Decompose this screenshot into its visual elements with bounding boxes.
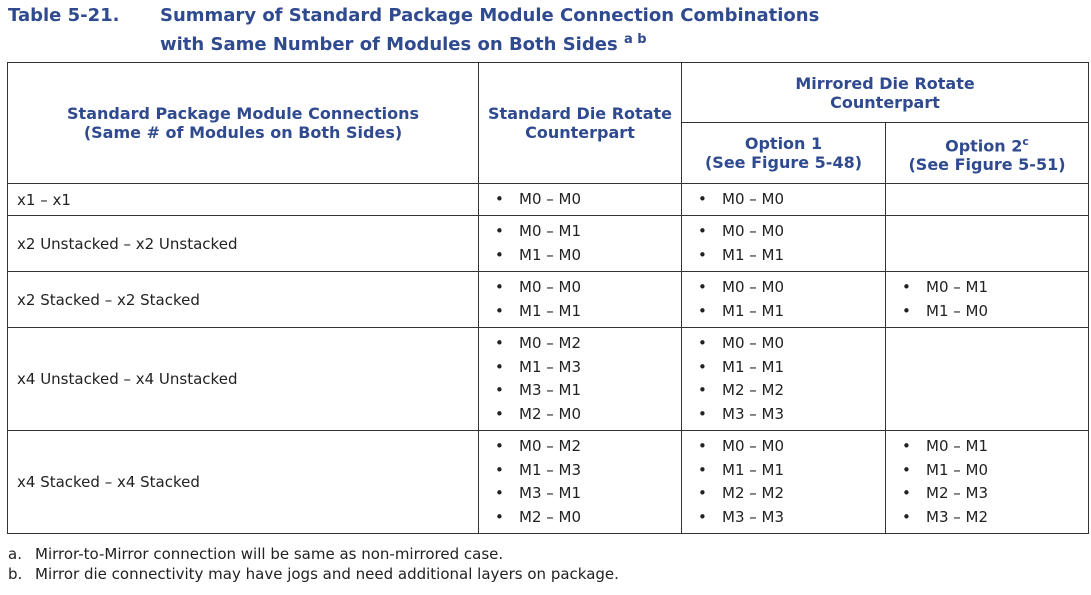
module-pair-item: • M2 – M0 — [495, 403, 681, 427]
title-footnote-refs: a b — [623, 32, 647, 47]
module-pair-item: • M3 – M3 — [698, 506, 885, 530]
opt2-cell — [886, 216, 1089, 272]
header-opt2-line2: (See Figure 5-51) — [908, 155, 1066, 175]
module-pair-list — [682, 220, 885, 267]
module-pair-item: • M0 – M0 — [495, 276, 681, 300]
module-pair-item: • M1 – M0 — [902, 300, 1088, 324]
module-pair-item: • M3 – M1 — [495, 379, 681, 403]
module-pair-list — [886, 276, 1088, 323]
module-pair-list — [479, 188, 681, 212]
module-pair-item: • M1 – M1 — [698, 300, 885, 324]
module-pair-item: • M2 – M2 — [698, 482, 885, 506]
std-cell — [479, 184, 682, 216]
opt1-cell — [682, 272, 886, 328]
module-pair-item: • M0 – M1 — [902, 435, 1088, 459]
opt1-cell — [682, 216, 886, 272]
header-opt1-line1: Option 1 — [744, 134, 823, 153]
module-pair-item: • M1 – M1 — [698, 459, 885, 483]
connection-table — [7, 62, 1089, 534]
footnote-label: a. — [8, 545, 22, 563]
footnote-text: Mirror die connectivity may have jogs and need additional layers on package. — [35, 565, 619, 583]
module-pair-item: • M3 – M3 — [698, 403, 885, 427]
module-pair-item: • M1 – M1 — [495, 300, 681, 324]
table-row — [8, 184, 1089, 216]
module-pair-item: • M1 – M3 — [495, 356, 681, 380]
module-pair-item: • M0 – M0 — [698, 332, 885, 356]
module-pair-item: • M3 – M1 — [495, 482, 681, 506]
module-pair-item: • M2 – M0 — [495, 506, 681, 530]
connection-cell: x4 Stacked – x4 Stacked — [8, 431, 479, 534]
opt1-cell — [682, 328, 886, 431]
footnotes — [8, 544, 619, 584]
opt2-cell — [886, 184, 1089, 216]
header-col2-line2: Counterpart — [525, 123, 635, 142]
table-row — [8, 272, 1089, 328]
module-pair-list — [682, 435, 885, 529]
header-option-1 — [682, 123, 886, 184]
module-pair-item: • M1 – M0 — [902, 459, 1088, 483]
table-title-line2: with Same Number of Modules on Both Sides — [160, 34, 618, 55]
connection-cell: x1 – x1 — [8, 184, 479, 216]
module-pair-item: • M0 – M0 — [495, 188, 681, 212]
module-pair-item: • M2 – M3 — [902, 482, 1088, 506]
module-pair-list — [479, 276, 681, 323]
module-pair-item: • M1 – M3 — [495, 459, 681, 483]
header-group-line1: Mirrored Die Rotate — [795, 73, 975, 93]
module-pair-item: • M0 – M0 — [698, 188, 885, 212]
module-pair-list — [682, 276, 885, 323]
footnote — [8, 564, 619, 584]
footnote — [8, 544, 619, 564]
header-opt2-line1: Option 2 — [945, 136, 1023, 156]
module-pair-item: • M0 – M2 — [495, 435, 681, 459]
module-pair-list — [682, 188, 885, 212]
module-pair-item: • M3 – M2 — [902, 506, 1088, 530]
opt2-cell — [886, 328, 1089, 431]
option2-footnote-ref: c — [1022, 134, 1029, 148]
connection-cell: x2 Stacked – x2 Stacked — [8, 272, 479, 328]
module-pair-list — [479, 435, 681, 529]
std-cell — [479, 328, 682, 431]
footnote-text: Mirror-to-Mirror connection will be same as non-mirrored case. — [35, 545, 504, 563]
module-pair-list — [479, 332, 681, 426]
module-pair-item: • M1 – M0 — [495, 244, 681, 268]
opt2-cell — [886, 431, 1089, 534]
module-pair-item: • M0 – M1 — [495, 220, 681, 244]
header-mirrored-die-rotate — [682, 63, 1089, 123]
table-title — [8, 4, 819, 57]
module-pair-item: • M0 – M0 — [698, 276, 885, 300]
table-row — [8, 431, 1089, 534]
opt1-cell — [682, 184, 886, 216]
module-pair-list — [479, 220, 681, 267]
opt1-cell — [682, 431, 886, 534]
connection-cell: x4 Unstacked – x4 Unstacked — [8, 328, 479, 431]
table-number: Table 5-21. — [8, 5, 120, 26]
module-pair-item: • M1 – M1 — [698, 244, 885, 268]
header-standard-die-rotate — [479, 63, 682, 184]
header-col1-line1: Standard Package Module Connections — [67, 104, 419, 123]
table-row — [8, 328, 1089, 431]
header-opt1-line2: (See Figure 5-48) — [704, 153, 863, 172]
module-pair-item: • M0 – M2 — [495, 332, 681, 356]
std-cell — [479, 272, 682, 328]
header-option-2 — [886, 123, 1089, 184]
table-row — [8, 216, 1089, 272]
std-cell — [479, 431, 682, 534]
connection-cell: x2 Unstacked – x2 Unstacked — [8, 216, 479, 272]
module-pair-item: • M0 – M0 — [698, 435, 885, 459]
opt2-cell — [886, 272, 1089, 328]
module-pair-list — [682, 332, 885, 426]
footnote-label: b. — [8, 565, 23, 583]
std-cell — [479, 216, 682, 272]
header-module-connections — [8, 63, 479, 184]
table-title-line1: Summary of Standard Package Module Connection Combinations — [160, 5, 820, 26]
module-pair-list — [886, 435, 1088, 529]
module-pair-item: • M0 – M1 — [902, 276, 1088, 300]
header-col1-line2: (Same # of Modules on Both Sides) — [83, 123, 403, 142]
header-group-line2: Counterpart — [830, 92, 940, 112]
module-pair-item: • M0 – M0 — [698, 220, 885, 244]
module-pair-item: • M1 – M1 — [698, 356, 885, 380]
header-col2-line1: Standard Die Rotate — [488, 104, 672, 123]
module-pair-item: • M2 – M2 — [698, 379, 885, 403]
